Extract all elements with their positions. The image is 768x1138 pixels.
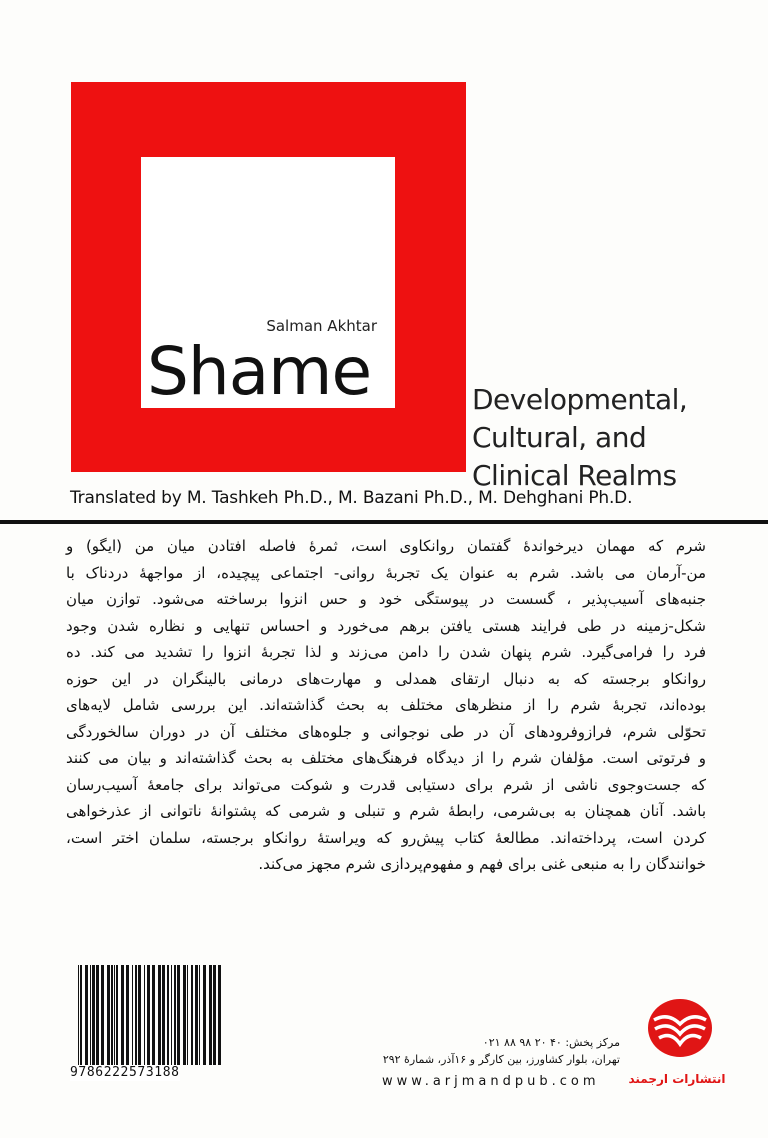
barcode-bar: [144, 965, 145, 1065]
barcode-bar: [147, 965, 150, 1065]
barcode-bar: [132, 965, 133, 1065]
blurb-line: جنبه‌های آسیب‌پذیر ، گسست در پیوستگی خود و حس انزوا برساخته می‌شود. توازن میان: [66, 590, 706, 608]
barcode-bar: [183, 965, 186, 1065]
barcode-bar: [167, 965, 169, 1065]
barcode-bar: [218, 965, 221, 1065]
book-title: Shame: [147, 333, 372, 410]
barcode-bar: [152, 965, 155, 1065]
barcode-bar: [158, 965, 161, 1065]
barcode-bar: [78, 965, 79, 1065]
barcode-bar: [85, 965, 88, 1065]
distribution-phone: مرکز پخش: ۴۰ ۲۰ ۹۸ ۸۸ ۰۲۱: [482, 1036, 620, 1049]
barcode-bar: [101, 965, 104, 1065]
barcode-bar: [90, 965, 91, 1065]
publisher-name: انتشارات ارجمند: [628, 1072, 726, 1086]
barcode-bar: [96, 965, 99, 1065]
barcode-bar: [126, 965, 129, 1065]
barcode-bar: [162, 965, 165, 1065]
isbn-number: 9786222573188: [70, 1065, 180, 1080]
barcode-bars: [68, 965, 228, 1065]
blurb-line: شکل-زمینه در طی فرایند هستی یافتن برهم می‌خورد و احساس تنهایی و نظاره شدن وجود: [66, 616, 706, 635]
subtitle-line: Clinical Realms: [472, 459, 677, 492]
blurb-line: روانکاو برجسته که به دنبال ارتقای همدلی و مهارت‌های درمانی بالینگران در این حوزه: [66, 669, 706, 688]
barcode-bar: [191, 965, 193, 1065]
blurb-line: بوده‌اند، تجربهٔ شرم را از منظرهای مختلف به بحث گذاشته‌اند. این بررسی شامل لایه‌های: [66, 696, 706, 714]
barcode-bar: [213, 965, 216, 1065]
author-name: Salman Akhtar: [266, 317, 377, 335]
blurb-line: شرم که مهمان دیرخواندهٔ گفتمان روانکاوی است، ثمرهٔ فاصله افتادن میان من (ایگو) و: [66, 537, 706, 555]
subtitle-line: Developmental,: [472, 383, 688, 416]
blurb-line: و فرتوتی است. مؤلفان شرم را از دیدگاه فرهنگ‌های مختلف به بحث گذاشته‌اند و بیان می کنند: [66, 749, 706, 767]
barcode-bar: [171, 965, 172, 1065]
subtitle-line: Cultural, and: [472, 421, 647, 454]
barcode-bar: [138, 965, 141, 1065]
title-box: [141, 157, 395, 408]
blurb-line: باشد. آنان همچنان به بی‌شرمی، رابطهٔ شرم و تنبلی و شرمی که پشتوانهٔ ناتوانی از عذرخواهی: [66, 802, 706, 820]
barcode-bar: [187, 965, 188, 1065]
barcode-bar: [177, 965, 180, 1065]
book-subtitle: [472, 381, 687, 495]
publisher-logo-icon: [640, 998, 720, 1058]
translators-credit: Translated by M. Tashkeh Ph.D., M. Bazani Ph.D., M. Dehghani Ph.D.: [70, 488, 633, 508]
barcode-bar: [92, 965, 95, 1065]
blurb-line: خوانندگان را به منبعی غنی برای فهم و مفهوم‌پردازی شرم مجهز می‌کند.: [258, 855, 706, 873]
publisher-website: www.arjmandpub.com: [382, 1074, 600, 1089]
barcode-bar: [80, 965, 82, 1065]
barcode-bar: [135, 965, 137, 1065]
barcode-bar: [195, 965, 198, 1065]
barcode-bar: [114, 965, 115, 1065]
blurb-line: که جست‌وجوی ناشی از شرم برای دستیابی قدرت و شوکت می‌تواند برای جامعهٔ آسیب‌رسان: [66, 775, 706, 794]
barcode-bar: [111, 965, 113, 1065]
blurb-line: فرد را فرامی‌گیرد. شرم پنهان شدن را دامن می‌زند و لذا تجربهٔ انزوا را تشدید می کند. ده: [66, 643, 706, 661]
isbn-barcode: [68, 965, 228, 1083]
blurb-line: تحوّلی شرم، فرازوفرودهای آن در طی نوجوانی و جلوه‌های مختلف آن در دوران سالخوردگی: [66, 722, 706, 741]
barcode-bar: [116, 965, 118, 1065]
barcode-bar: [121, 965, 124, 1065]
blurb-text: [66, 533, 706, 878]
publisher-address: تهران، بلوار کشاورز، بین کارگر و ۱۶آذر، شمارهٔ ۲۹۲: [382, 1053, 620, 1066]
blurb-line: کردن است، پرداخته‌اند. مطالعهٔ کتاب پیش‌رو که ویراستهٔ روانکاو برجسته، سلمان اختر است،: [66, 828, 706, 847]
barcode-bar: [199, 965, 200, 1065]
publisher-contact: [380, 1034, 620, 1068]
blurb-line: من-آرمان می باشد. شرم به عنوان یک تجربهٔ روانی- اجتماعی پیچیده، از مواجههٔ دردناک با: [66, 563, 706, 582]
divider-rule: [0, 520, 768, 524]
barcode-bar: [107, 965, 110, 1065]
barcode-bar: [209, 965, 212, 1065]
barcode-bar: [203, 965, 206, 1065]
barcode-bar: [174, 965, 176, 1065]
